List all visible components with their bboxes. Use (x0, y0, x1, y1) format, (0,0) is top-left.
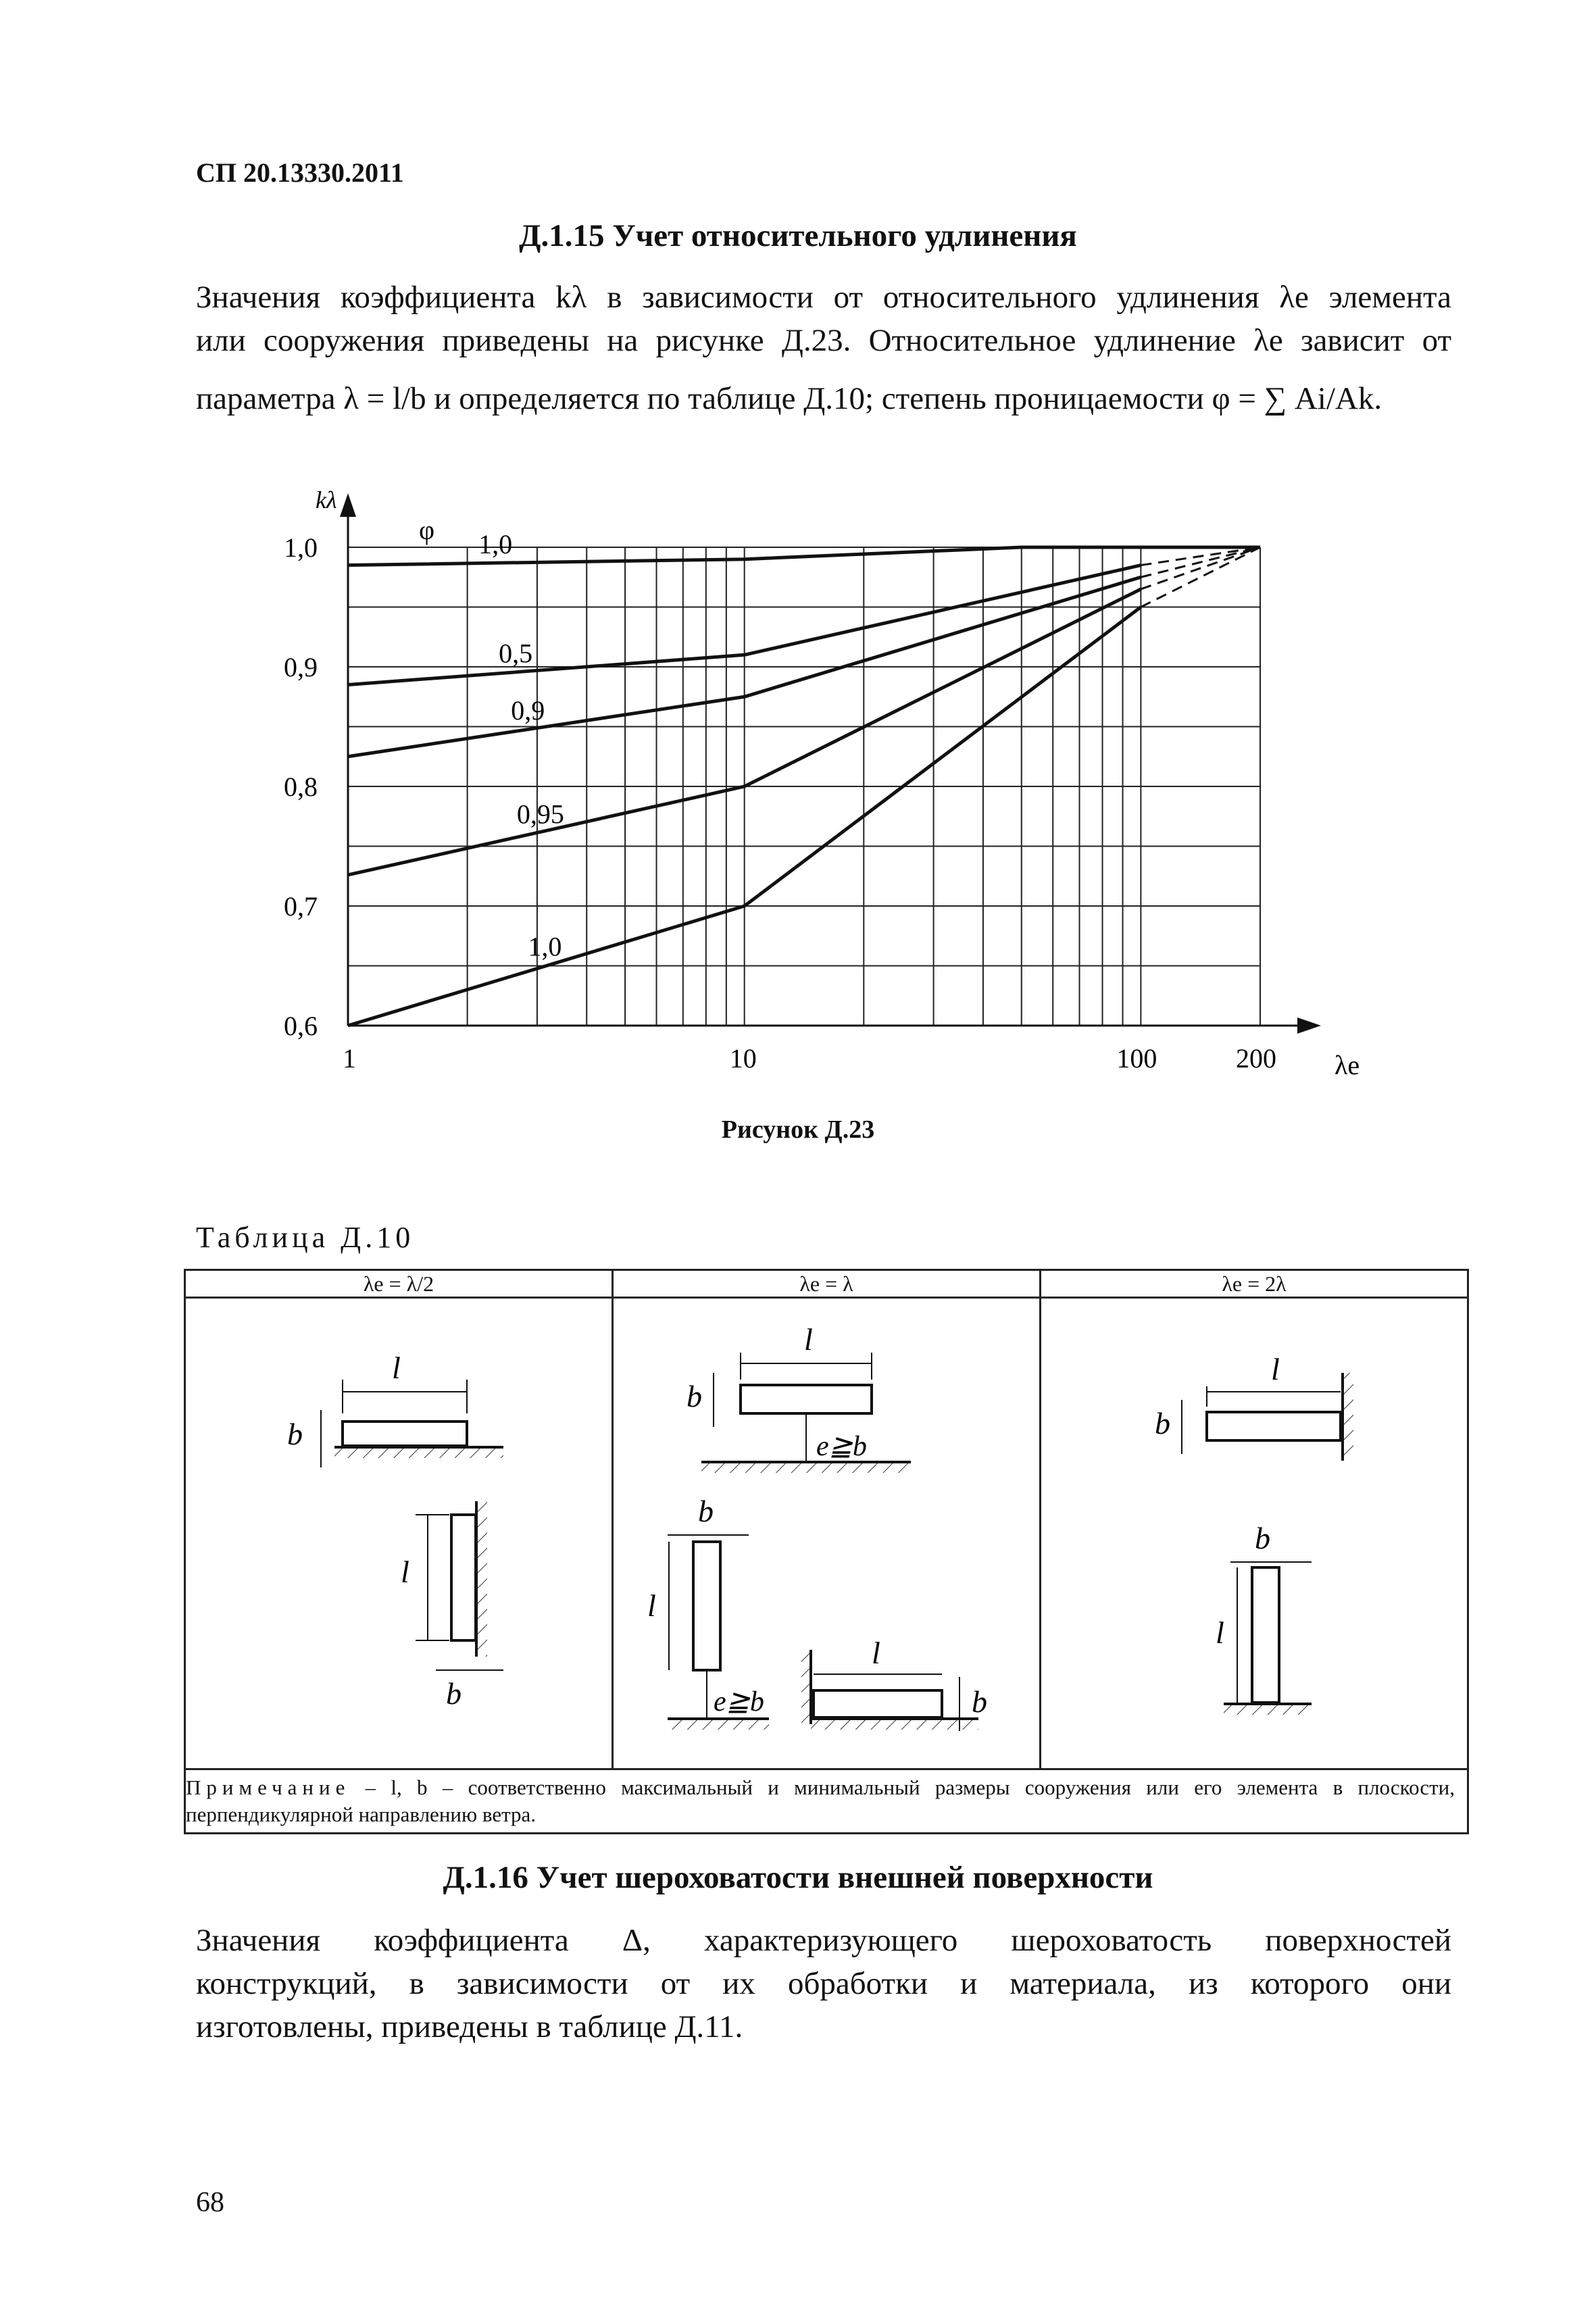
column-header: λe = λ (613, 1270, 1041, 1298)
label-b: b (446, 1676, 462, 1711)
plate-shape (343, 1422, 467, 1446)
label-b: b (1155, 1406, 1170, 1440)
series-label: 0,9 (511, 695, 545, 726)
section-title-d1-16: Д.1.16 Учет шероховатости внешней поверхности (443, 1860, 1153, 1895)
label-l: l (804, 1322, 813, 1357)
section-1-paragraph (196, 276, 1451, 420)
ground-hatch (701, 1463, 911, 1473)
paragraph-line: конструкций, в зависимости от их обработки и материала, из которого они (196, 1966, 1451, 2001)
section-2-paragraph (196, 1919, 1451, 2048)
note-text: – l, b – соответственно максимальный и минимальный размеры сооружения или его элемента в плоскости, перпендикулярной направлению ветра. (186, 1776, 1455, 1826)
plate-shape (1207, 1412, 1341, 1440)
plate-shape (693, 1542, 720, 1670)
table-header-row (185, 1270, 1468, 1298)
figure-caption: Рисунок Д.23 (721, 1115, 875, 1144)
y-tick-label: 0,7 (284, 891, 318, 922)
x-tick-label: 100 (1116, 1043, 1157, 1074)
wall-hatch (801, 1650, 809, 1724)
y-axis-arrow (340, 493, 356, 517)
ground-hatch (334, 1449, 503, 1458)
legend-title: φ (419, 515, 435, 545)
plate-shape (741, 1385, 872, 1413)
x-axis-label: λe (1335, 1050, 1360, 1080)
series-label: 1,0 (478, 529, 513, 560)
sketch-double-lambda (1041, 1299, 1467, 1765)
plate-shape (814, 1690, 942, 1717)
note-label: Примечание (186, 1776, 351, 1799)
sketch-equal-lambda (614, 1299, 1039, 1765)
wall-hatch (478, 1501, 487, 1657)
series-extrapolation (1141, 547, 1260, 589)
table-d10 (184, 1269, 1469, 1834)
y-tick-label: 0,6 (284, 1011, 318, 1041)
paragraph-line: изготовлены, приведены в таблице Д.11. (196, 2009, 743, 2044)
label-l: l (872, 1636, 880, 1670)
plate-shape (1252, 1567, 1279, 1703)
paragraph-line: параметра λ = l/b и определяется по таблице Д.10; степень проницаемости φ = ∑ Ai/Ak. (196, 381, 1382, 416)
ground-hatch (1224, 1705, 1312, 1715)
plate-shape (451, 1515, 476, 1640)
wall-hatch (1344, 1373, 1353, 1461)
document-id: СП 20.13330.2011 (196, 157, 404, 188)
sketch-cell-double (1041, 1298, 1468, 1769)
series-label: 0,95 (516, 799, 564, 830)
page-number: 68 (196, 2187, 224, 2218)
x-tick-label: 200 (1236, 1043, 1276, 1074)
x-tick-label: 10 (729, 1043, 757, 1074)
table-note-row (185, 1769, 1468, 1834)
series-label: 0,5 (499, 638, 533, 669)
table-title: Таблица Д.10 (196, 1221, 415, 1254)
table-note (185, 1769, 1468, 1834)
label-l: l (1271, 1352, 1280, 1386)
label-l: l (647, 1588, 656, 1623)
sketch-cell-half (185, 1298, 613, 1769)
label-l: l (401, 1555, 409, 1589)
x-axis-arrow (1297, 1017, 1321, 1034)
y-axis-label: kλ (316, 486, 337, 513)
y-tick-label: 1,0 (284, 532, 318, 563)
ground-hatch (811, 1720, 978, 1730)
label-e: e≧b (714, 1686, 764, 1717)
label-l: l (392, 1351, 401, 1385)
label-b: b (687, 1379, 702, 1413)
label-b: b (972, 1684, 987, 1719)
series-label: 1,0 (528, 931, 562, 962)
paragraph-line: Значения коэффициента kλ в зависимости от относительного удлинения λe элемента (196, 280, 1451, 315)
kλ-chart (257, 473, 1405, 1101)
y-tick-label: 0,8 (284, 772, 318, 802)
y-tick-label: 0,9 (284, 652, 318, 682)
x-tick-label: 1 (343, 1043, 356, 1074)
label-e: e≧b (816, 1431, 867, 1462)
label-b: b (698, 1494, 714, 1528)
sketch-cell-equal (613, 1298, 1041, 1769)
label-b: b (1255, 1521, 1270, 1555)
sketch-half-lambda (186, 1299, 612, 1765)
paragraph-line: Значения коэффициента Δ, характеризующего шероховатость поверхностей (196, 1923, 1451, 1958)
section-title-d1-15: Д.1.15 Учет относительного удлинения (519, 218, 1077, 253)
ground-hatch (668, 1720, 769, 1730)
paragraph-line: или сооружения приведены на рисунке Д.23. Относительное удлинение λe зависит от (196, 323, 1451, 358)
table-sketch-row (185, 1298, 1468, 1769)
column-header: λe = 2λ (1041, 1270, 1468, 1298)
column-header: λe = λ/2 (185, 1270, 613, 1298)
label-b: b (287, 1417, 303, 1451)
label-l: l (1216, 1615, 1224, 1650)
